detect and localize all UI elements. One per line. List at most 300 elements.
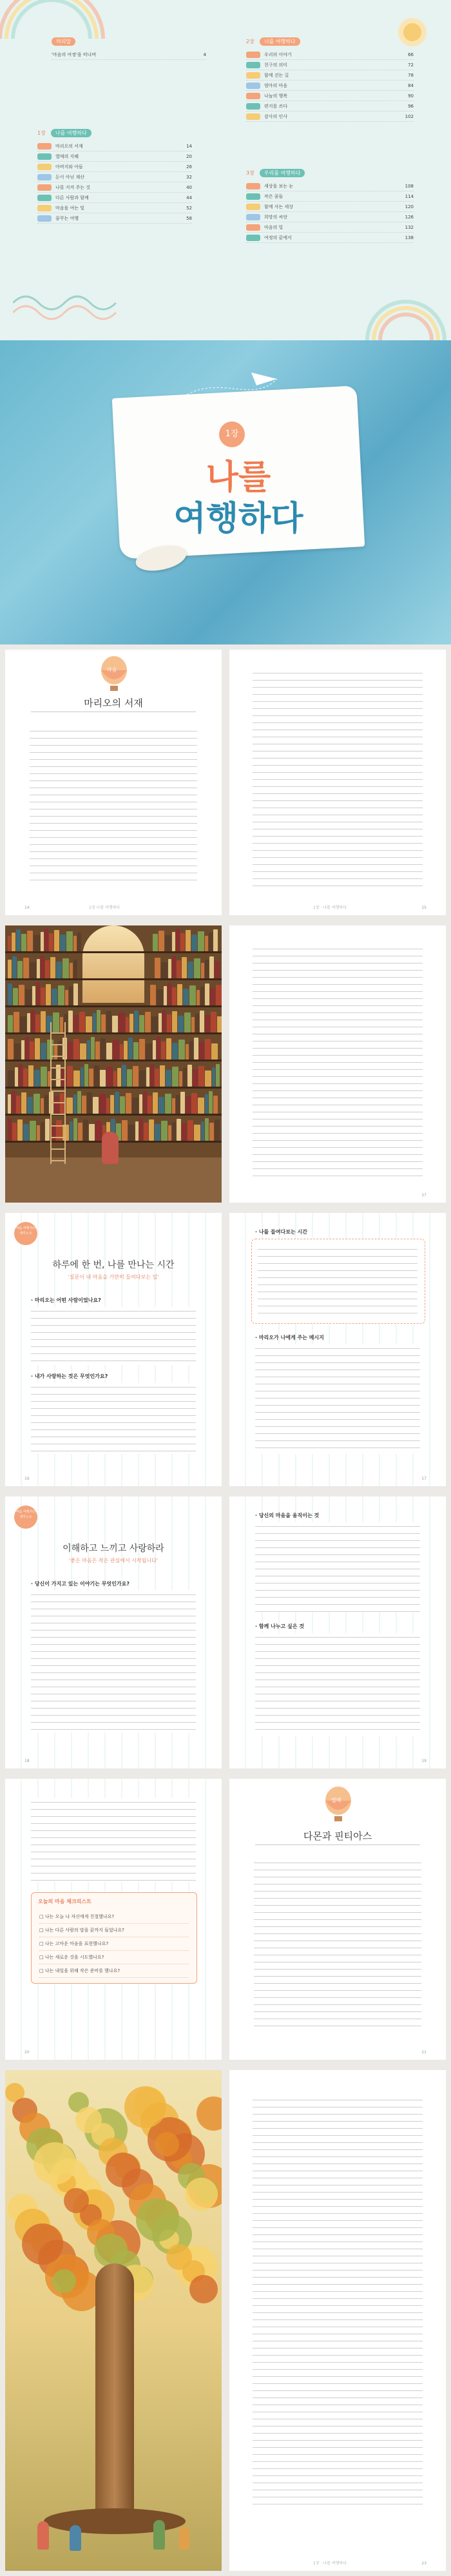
toc-item[interactable] — [37, 182, 192, 193]
toc-item-page: 84 — [408, 82, 414, 88]
toc-badge — [246, 93, 260, 99]
book-spine — [165, 935, 171, 951]
book-spine — [117, 1068, 121, 1087]
library-illustration — [5, 925, 222, 1203]
book-spine — [153, 1040, 156, 1060]
book-spine — [144, 1123, 148, 1141]
toc-part-tag: 머리말 — [52, 37, 75, 46]
book-spine — [101, 1038, 106, 1060]
page-number: 17 — [421, 1477, 427, 1481]
book-spine — [155, 1124, 160, 1141]
book-spine — [158, 1013, 162, 1032]
toc-item[interactable] — [37, 203, 192, 213]
toc-badge — [246, 82, 260, 89]
book-spine — [191, 1093, 197, 1114]
page-number: 21 — [421, 2050, 427, 2055]
toc-item[interactable] — [37, 193, 192, 203]
book-spine — [186, 930, 191, 951]
book-spine — [15, 1067, 18, 1087]
toc-item-name: 마음을 여는 빛 — [55, 205, 85, 211]
book-spine — [212, 1067, 215, 1087]
toc-part-label: 2장 — [246, 39, 254, 44]
activity-tag: 마음 여행자의 생각노트 — [14, 1222, 37, 1245]
box-heading: · 나를 들여다보는 시간 — [255, 1229, 307, 1235]
book-spine — [31, 1010, 35, 1032]
book-spine — [79, 1012, 85, 1032]
book-spine — [198, 1098, 204, 1114]
spread-tree-illustration — [0, 2065, 451, 2576]
page-number: 20 — [24, 2050, 30, 2055]
book-spine — [110, 1095, 114, 1114]
toc-item-name: 우리의 이야기 — [264, 52, 292, 57]
book-spine — [12, 1123, 17, 1141]
book-spine — [78, 1123, 82, 1141]
book-spine — [186, 1044, 189, 1060]
right-page — [229, 1779, 446, 2060]
book-spine — [177, 984, 182, 1005]
page-number: 17 — [421, 1193, 427, 1197]
toc-item-page: 20 — [186, 153, 192, 159]
book-spine — [164, 986, 167, 1005]
right-page — [229, 925, 446, 1203]
book-spine — [162, 1010, 166, 1032]
book-spine — [127, 1069, 132, 1087]
toc-item[interactable] — [246, 191, 414, 202]
page-number: 18 — [24, 1759, 30, 1763]
leaf — [166, 2244, 192, 2270]
toc-item[interactable] — [246, 70, 414, 81]
book-spine — [176, 929, 180, 951]
book-spine — [100, 1070, 106, 1087]
book-spine — [186, 1096, 191, 1114]
book-spine — [41, 932, 44, 951]
book-spine — [70, 1121, 73, 1141]
book-spine — [198, 931, 204, 951]
book-spine — [213, 929, 218, 951]
book-spine — [182, 957, 187, 978]
book-spine — [128, 1125, 135, 1141]
toc-item[interactable] — [246, 111, 414, 122]
book-spine — [205, 1039, 211, 1060]
book-spine — [198, 1066, 204, 1087]
right-page — [229, 1496, 446, 1768]
book-spine — [106, 1067, 113, 1087]
book-spine — [151, 1016, 158, 1032]
toc-item-name: 다른 사람과 함께 — [55, 195, 89, 200]
book-spine — [182, 1123, 187, 1141]
book-spine — [17, 1119, 23, 1141]
toc-item-page: 78 — [408, 72, 414, 78]
book-spine — [12, 933, 15, 951]
activity-body-text — [31, 1591, 196, 1732]
toc-item[interactable] — [52, 50, 206, 60]
question-heading: · 마리오가 나에게 주는 메시지 — [255, 1335, 324, 1341]
toc-badge — [246, 103, 260, 110]
book-spine — [34, 1094, 40, 1114]
book-spine — [82, 1096, 86, 1114]
book-spine — [120, 1044, 123, 1060]
book-spine — [12, 1091, 15, 1114]
story-title: 마리오의 서재 — [84, 697, 143, 709]
toc-item-page: 66 — [408, 52, 414, 57]
book-spine — [14, 1012, 19, 1032]
toc-list — [246, 50, 414, 122]
book-spine — [184, 1012, 191, 1032]
toc-item[interactable] — [37, 213, 192, 224]
checklist-box — [31, 1892, 197, 1984]
leaf — [124, 2086, 166, 2128]
toc-part-title: 너를 여행하다 — [260, 37, 300, 46]
book-spine — [177, 1119, 181, 1141]
book-spine — [189, 1041, 193, 1060]
question-heading: · 마리오는 어떤 사람이었나요? — [31, 1297, 101, 1303]
book-spine — [205, 1118, 209, 1141]
book-spine — [167, 1014, 171, 1032]
toc-item-page: 102 — [405, 113, 414, 119]
toc-badge — [37, 215, 52, 222]
book-spine — [209, 1091, 213, 1114]
book-spine — [50, 957, 55, 978]
book-spine — [89, 1069, 93, 1087]
toc-list — [37, 141, 192, 224]
page-number: 16 — [24, 1477, 30, 1481]
book-spine — [20, 1016, 26, 1032]
book-spine — [13, 988, 18, 1005]
book-spine — [113, 1071, 117, 1087]
toc-item[interactable] — [246, 91, 414, 101]
book-spine — [153, 1092, 158, 1114]
book-spine — [35, 1038, 40, 1060]
book-spine — [27, 1097, 33, 1114]
book-spine — [95, 1041, 100, 1060]
book-spine — [166, 1070, 171, 1087]
shelf-board — [5, 1114, 222, 1116]
book-spine — [32, 986, 35, 1005]
book-spine — [168, 983, 171, 1005]
toc-badge — [246, 224, 260, 231]
book-spine — [77, 1091, 81, 1114]
book-spine — [106, 1043, 112, 1060]
book-spine — [30, 1041, 34, 1060]
book-spine — [93, 1097, 99, 1114]
library-floor — [5, 1157, 222, 1203]
book-spine — [146, 1067, 149, 1087]
book-spine — [139, 1015, 144, 1032]
book-spine — [172, 932, 175, 951]
book-spine — [153, 934, 158, 951]
book-spine — [120, 1096, 125, 1114]
book-spine — [126, 1093, 131, 1114]
book-spine — [81, 1067, 84, 1087]
toc-item-page: 32 — [186, 174, 192, 180]
book-spine — [197, 990, 200, 1005]
activity-body-text — [255, 1344, 420, 1454]
running-footer: 1장 나를 여행하다 — [89, 905, 120, 910]
toc-item-page: 96 — [408, 103, 414, 109]
book-spine — [139, 1118, 143, 1141]
toc-list — [246, 181, 414, 243]
book-spine — [160, 1065, 165, 1087]
activity-title: 하루에 한 번, 나를 만나는 시간 — [52, 1260, 175, 1270]
book-spine — [69, 987, 73, 1005]
left-page — [5, 650, 222, 915]
book-spine — [73, 1015, 79, 1032]
toc-item[interactable] — [246, 233, 414, 243]
toc-badge — [37, 174, 52, 180]
spread-library-illustration — [0, 920, 451, 1208]
toc-badge — [37, 143, 52, 150]
leaf — [52, 2269, 76, 2293]
toc-part-title: 나를 여행하다 — [51, 129, 91, 137]
book-spine — [195, 1014, 199, 1032]
running-footer: 1장 · 나를 여행하다 — [313, 905, 347, 910]
toc-item-page: 52 — [186, 205, 192, 211]
book-spine — [187, 1065, 192, 1087]
question-heading: · 내가 사랑하는 것은 무엇인가요? — [31, 1373, 108, 1379]
book-spine — [93, 1013, 96, 1032]
book-spine — [41, 1067, 47, 1087]
book-spine — [155, 958, 160, 978]
checklist-title: 오늘의 마음 체크리스트 — [38, 1899, 91, 1904]
toc-item-name: 꿈꾸는 여행 — [55, 215, 79, 221]
book-spine — [205, 1015, 210, 1032]
book-spine — [34, 1070, 40, 1087]
book-spine — [58, 985, 64, 1005]
toc-item[interactable] — [246, 101, 414, 111]
toc-badge — [37, 205, 52, 211]
toc-item[interactable] — [246, 81, 414, 91]
shelf-board — [5, 1087, 222, 1089]
book-spine — [126, 1017, 129, 1032]
right-page — [229, 2070, 446, 2571]
book-spine — [41, 1043, 46, 1060]
book-spine — [21, 934, 26, 951]
book-spine — [27, 931, 33, 951]
toc-item-name: 나를 지켜 주는 것 — [55, 184, 91, 190]
book-spine — [122, 1065, 126, 1087]
book-spine — [201, 963, 204, 978]
checklist-item[interactable]: □ 나는 내일을 위해 작은 준비를 했나요? — [39, 1964, 189, 1978]
book-spine — [73, 983, 78, 1005]
book-spine — [133, 1042, 139, 1060]
rainbow-decoration-left — [0, 0, 168, 39]
activity-subtitle: '좋은 마음은 작은 관심에서 시작됩니다' — [68, 1558, 158, 1564]
spread-damon-pintias — [0, 1774, 451, 2065]
toc-item-page: 132 — [405, 224, 414, 230]
toc-item-name: 엄마의 마음 — [264, 82, 288, 88]
left-page — [5, 1213, 222, 1486]
book-spine — [67, 1066, 73, 1087]
book-spine — [189, 985, 196, 1005]
people-figures — [31, 2515, 198, 2560]
book-spine — [86, 1016, 92, 1032]
book-spine — [168, 1125, 171, 1141]
activity-body-text — [31, 1798, 196, 1882]
shelf-board — [5, 951, 222, 953]
book-spine — [216, 1064, 220, 1087]
book-spine — [149, 1119, 154, 1141]
book-spine — [23, 958, 29, 978]
story-tag: 마음 — [107, 667, 117, 673]
book-spine — [172, 1043, 178, 1060]
spread-mario-library — [0, 644, 451, 920]
book-spine — [191, 1017, 195, 1032]
toc-section — [0, 0, 451, 340]
book-spine — [216, 985, 222, 1005]
book-spine — [30, 1121, 36, 1141]
toc-item-name: 마음의 빛 — [264, 224, 283, 230]
book-spine — [89, 1124, 95, 1141]
story-body-text — [253, 945, 423, 1177]
running-footer: 1장 · 나를 여행하다 — [313, 2561, 347, 2566]
story-title: 다몬과 핀티아스 — [303, 1830, 372, 1842]
book-spine — [139, 1039, 145, 1060]
book-spine — [73, 960, 77, 978]
toc-item[interactable] — [246, 222, 414, 233]
book-spine — [172, 987, 177, 1005]
book-spine — [201, 1121, 204, 1141]
book-spine — [8, 1039, 14, 1060]
page-number: 14 — [24, 905, 30, 910]
book-spine — [124, 1041, 128, 1060]
book-spine — [16, 929, 21, 951]
book-spine — [68, 1011, 73, 1032]
toc-item-name: 세상을 보는 눈 — [264, 183, 294, 189]
book-spine — [8, 1118, 12, 1141]
chapter-title-line2: 여행하다 — [173, 499, 303, 538]
book-spine — [210, 988, 215, 1005]
book-spine — [205, 1070, 211, 1087]
toc-badge — [246, 113, 260, 120]
toc-badge — [246, 52, 260, 58]
book-spine — [150, 985, 156, 1005]
book-spine — [99, 1094, 106, 1114]
left-page — [5, 1496, 222, 1768]
leaf — [75, 2107, 102, 2133]
reader-figure — [102, 1132, 119, 1164]
book-spine — [41, 1122, 44, 1141]
question-heading: · 당신의 마음을 움직이는 것 — [255, 1513, 320, 1518]
activity-body-text — [258, 1245, 417, 1316]
leaf — [94, 2234, 128, 2267]
book-spine — [37, 1125, 40, 1141]
book-spine — [36, 983, 40, 1005]
toc-item[interactable] — [246, 50, 414, 60]
book-spine — [70, 963, 73, 978]
book-spine — [83, 1119, 88, 1141]
book-spine — [25, 1037, 29, 1060]
toc-item[interactable] — [246, 60, 414, 70]
book-spine — [65, 990, 68, 1005]
book-spine — [168, 959, 171, 978]
book-spine — [44, 929, 48, 951]
toc-item[interactable] — [37, 172, 192, 182]
toc-part-1 — [37, 129, 192, 224]
book-spine — [132, 1098, 139, 1114]
story-body-text — [253, 2096, 423, 2508]
toc-item[interactable] — [37, 151, 192, 162]
book-spine — [211, 1043, 218, 1060]
book-spine — [8, 983, 12, 1005]
toc-item-page: 90 — [408, 93, 414, 99]
tree-trunk — [95, 2263, 134, 2521]
toc-item[interactable] — [246, 202, 414, 212]
book-spine — [158, 1097, 164, 1114]
book-spine — [176, 1095, 180, 1114]
book-spine — [200, 1011, 204, 1032]
toc-item-name: 함께 걷는 길 — [264, 72, 289, 78]
leaf — [189, 2275, 218, 2303]
chapter-label: 1장 — [219, 421, 245, 447]
toc-item-page: 72 — [408, 62, 414, 68]
hot-air-balloon-icon — [98, 656, 130, 695]
book-spine — [191, 935, 197, 951]
toc-badge — [37, 153, 52, 160]
book-spine — [145, 1012, 151, 1032]
book-spine — [37, 959, 40, 978]
book-spine — [8, 936, 11, 951]
book-spine — [161, 1041, 166, 1060]
toc-badge — [246, 72, 260, 79]
toc-part-3 — [246, 169, 414, 243]
activity-body-text — [31, 1307, 196, 1365]
book-spine — [35, 1014, 40, 1032]
book-spine — [158, 931, 164, 951]
book-spine — [8, 1015, 13, 1032]
book-spine — [56, 962, 62, 978]
book-spine — [8, 960, 12, 978]
activity-title: 이해하고 느끼고 사랑하라 — [62, 1544, 164, 1554]
toc-item[interactable] — [37, 162, 192, 172]
toc-badge — [246, 183, 260, 189]
checklist-item[interactable]: □ 나는 다른 사람의 말을 끝까지 들었나요? — [39, 1924, 189, 1937]
book-spine — [172, 1011, 177, 1032]
toc-item[interactable] — [246, 181, 414, 191]
book-spine — [21, 1092, 26, 1114]
tree-illustration — [5, 2070, 222, 2571]
activity-body-text — [255, 1522, 420, 1612]
book-spine — [27, 1013, 30, 1032]
checklist-item[interactable]: □ 나는 오늘 나 자신에게 친절했나요? — [39, 1910, 189, 1924]
checklist-item[interactable]: □ 나는 고마운 마음을 표현했나요? — [39, 1937, 189, 1951]
book-spine — [73, 1070, 80, 1087]
book-spine — [97, 1010, 101, 1032]
book-spine — [94, 1065, 99, 1087]
leaf — [185, 2178, 218, 2211]
book-spine — [205, 936, 208, 951]
toc-badge — [37, 184, 52, 191]
book-spine — [115, 1092, 119, 1114]
story-body-text — [30, 727, 197, 882]
book-spine — [165, 1094, 171, 1114]
toc-item[interactable] — [246, 212, 414, 222]
book-spine — [161, 1121, 168, 1141]
book-spine — [19, 985, 24, 1005]
toc-part-prologue — [52, 37, 206, 60]
toc-item-page: 114 — [405, 193, 414, 199]
toc-item[interactable] — [37, 141, 192, 151]
book-spine — [45, 1119, 50, 1141]
book-spine — [8, 1070, 14, 1087]
book-spine — [77, 933, 81, 951]
book-spine — [183, 1068, 187, 1087]
checklist-item[interactable]: □ 나는 새로운 것을 시도했나요? — [39, 1951, 189, 1964]
book-spine — [73, 936, 77, 951]
book-spine — [28, 1065, 34, 1087]
book-spine — [166, 1038, 171, 1060]
book-spine — [12, 956, 17, 978]
book-spine — [161, 962, 168, 978]
